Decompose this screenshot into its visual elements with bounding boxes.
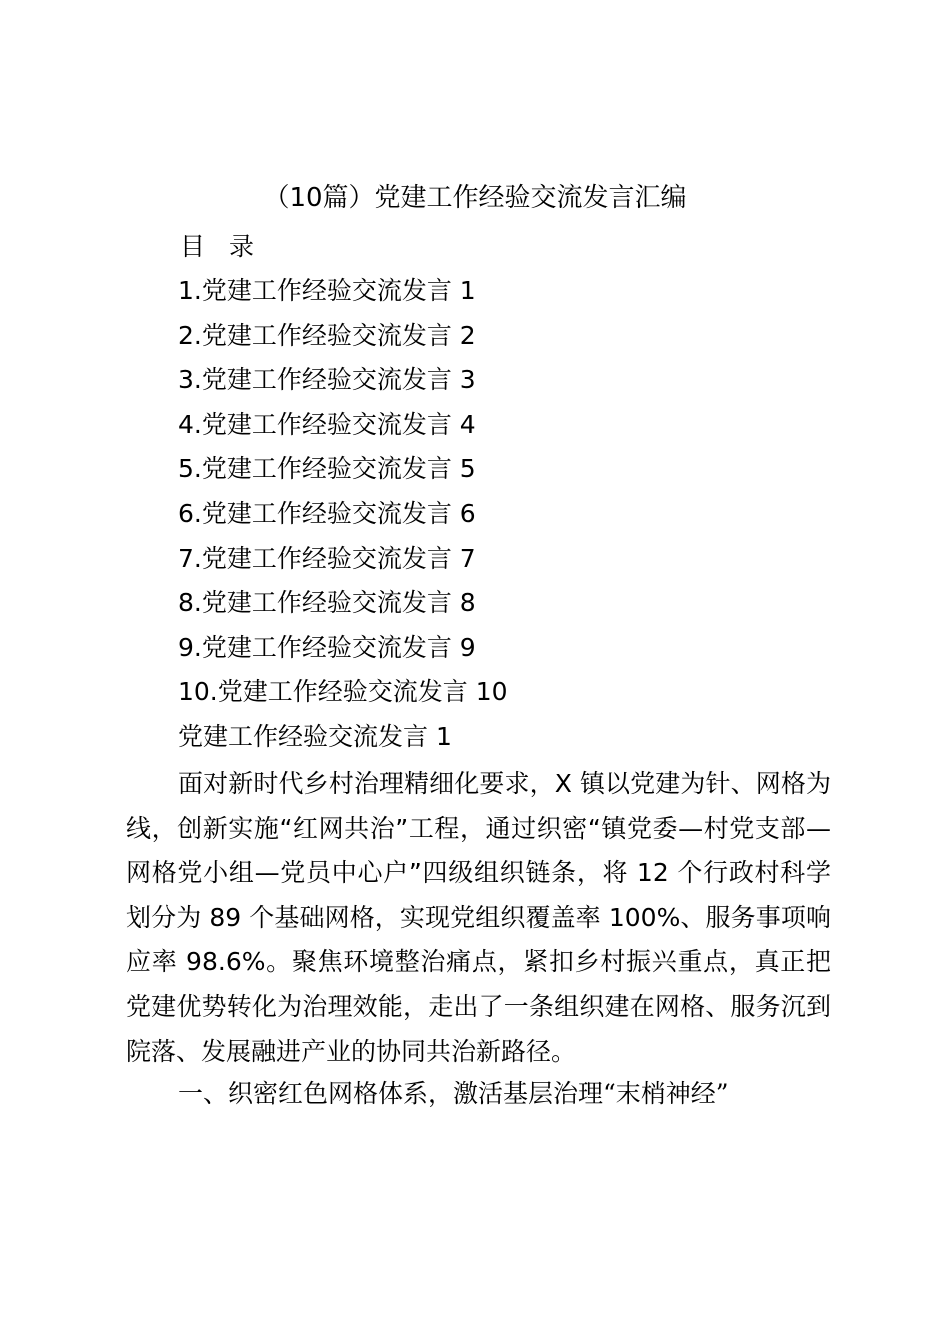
toc-item: 8.党建工作经验交流发言 8 <box>178 588 476 618</box>
body-paragraph: 面对新时代乡村治理精细化要求，X 镇以党建为针、网格为线，创新实施“红网共治”工程，通过织密“镇党委—村党支部—网格党小组—党员中心户”四级组织链条，将 12 个行政村科学划分为 89 个基础网格，实现党组织覆盖率 100%、服务事项响应率 98.6%。聚焦环境整治痛点，紧扣乡村振兴重点，真正把党建优势转化为治理效能，走出了一条组织建在网格、服务沉到院落、发展融进产业的协同共治新路径。 <box>126 769 831 1066</box>
section-title: 党建工作经验交流发言 1 <box>178 722 452 751</box>
toc-item: 9.党建工作经验交流发言 9 <box>178 632 476 662</box>
toc-item: 7.党建工作经验交流发言 7 <box>178 543 476 573</box>
toc-item: 6.党建工作经验交流发言 6 <box>178 498 476 528</box>
toc-item: 4.党建工作经验交流发言 4 <box>178 409 476 439</box>
toc-item: 1.党建工作经验交流发言 1 <box>178 276 476 305</box>
table-of-contents <box>178 271 508 717</box>
toc-item: 2.党建工作经验交流发言 2 <box>178 320 476 350</box>
toc-heading: 目 录 <box>180 232 262 261</box>
toc-item: 10.党建工作经验交流发言 10 <box>178 677 508 707</box>
subheading: 一、织密红色网格体系，激活基层治理“末梢神经” <box>178 1079 729 1108</box>
toc-item: 3.党建工作经验交流发言 3 <box>178 365 476 395</box>
toc-item: 5.党建工作经验交流发言 5 <box>178 454 476 484</box>
document-title: （10篇）党建工作经验交流发言汇编 <box>263 183 687 213</box>
